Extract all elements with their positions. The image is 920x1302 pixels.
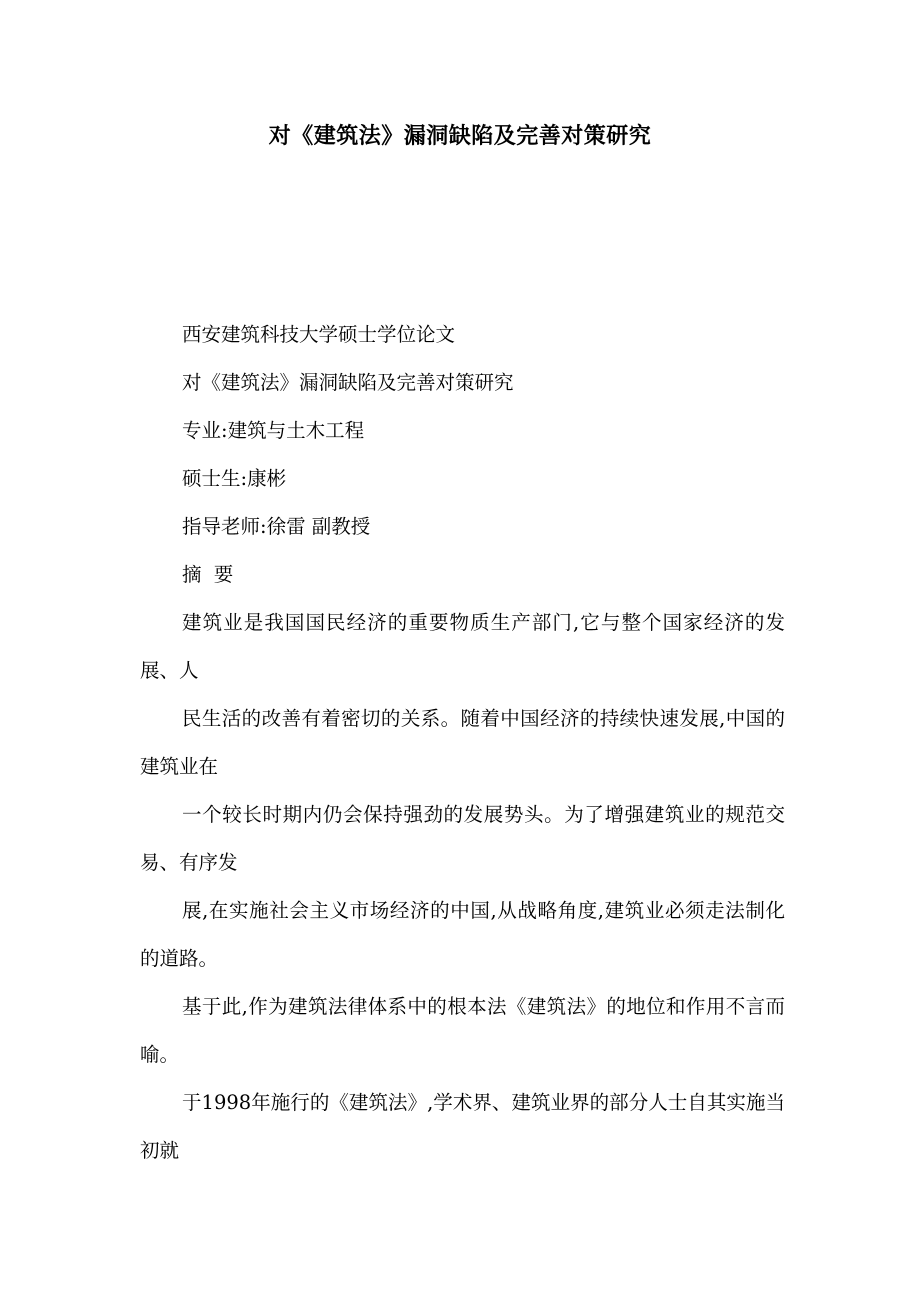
- abstract-paragraph: 建筑业是我国国民经济的重要物质生产部门,它与整个国家经济的发展、人: [140, 611, 785, 682]
- page-title: 对《建筑法》漏洞缺陷及完善对策研究: [268, 123, 652, 149]
- abstract-paragraph: 于1998年施行的《建筑法》,学术界、建筑业界的部分人士自其实施当初就: [140, 1091, 785, 1162]
- abstract-paragraph: 展,在实施社会主义市场经济的中国,从战略角度,建筑业必须走法制化的道路。: [140, 899, 785, 970]
- student-line: 硕士生:康彬: [182, 467, 287, 490]
- abstract-paragraph: 一个较长时期内仍会保持强劲的发展势头。为了增强建筑业的规范交易、有序发: [140, 803, 785, 874]
- university-thesis-line: 西安建筑科技大学硕士学位论文: [182, 323, 456, 346]
- advisor-line: 指导老师:徐雷 副教授: [182, 515, 371, 538]
- abstract-heading: 摘 要: [182, 563, 234, 586]
- thesis-title-line: 对《建筑法》漏洞缺陷及完善对策研究: [182, 371, 514, 394]
- abstract-paragraph: 民生活的改善有着密切的关系。随着中国经济的持续快速发展,中国的建筑业在: [140, 707, 785, 778]
- abstract-paragraph: 基于此,作为建筑法律体系中的根本法《建筑法》的地位和作用不言而喻。: [140, 995, 785, 1066]
- document-body: [140, 311, 785, 1175]
- major-line: 专业:建筑与土木工程: [182, 419, 365, 442]
